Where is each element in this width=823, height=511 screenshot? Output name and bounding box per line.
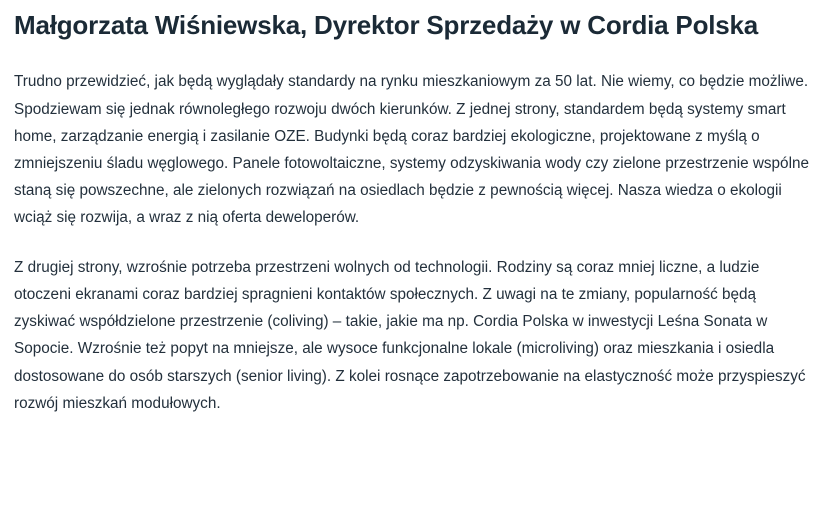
page-title: Małgorzata Wiśniewska, Dyrektor Sprzedaży w Cordia Polska bbox=[14, 10, 759, 40]
article-paragraph: Z drugiej strony, wzrośnie potrzeba przestrzeni wolnych od technologii. Rodziny są coraz mniej liczne, a ludzie otoczeni ekranami coraz bardziej spragnieni kontaktów społecznych. Z uwagi na te zmiany, popularność będą zyskiwać współdzielone przestrzenie (coliving) – takie, jakie ma np. Cordia Polska w inwestycji Leśna Sonata w Sopocie. Wzrośnie też popyt na mniejsze, ale wysoce funkcjonalne lokale (microliving) oraz mieszkania i osiedla dostosowane do osób starszych (senior living). Z kolei rosnące zapotrzebowanie na elastyczność może przyspieszyć rozwój mieszkań modułowych. bbox=[14, 258, 806, 412]
article-paragraph: Trudno przewidzieć, jak będą wyglądały standardy na rynku mieszkaniowym za 50 lat. Nie wiemy, co będzie możliwe. Spodziewam się jednak równoległego rozwoju dwóch kierunków. Z jednej strony, standardem będą systemy smart home, zarządzanie energią i zasilanie OZE. Budynki będą coraz bardziej ekologiczne, projektowane z myślą o zmniejszeniu śladu węglowego. Panele fotowoltaiczne, systemy odzyskiwania wody czy zielone przestrzenie wspólne staną się powszechne, ale zielonych rozwiązań na osiedlach będzie z pewnością więcej. Nasza wiedza o ekologii wciąż się rozwija, a wraz z nią oferta deweloperów. bbox=[14, 73, 809, 227]
